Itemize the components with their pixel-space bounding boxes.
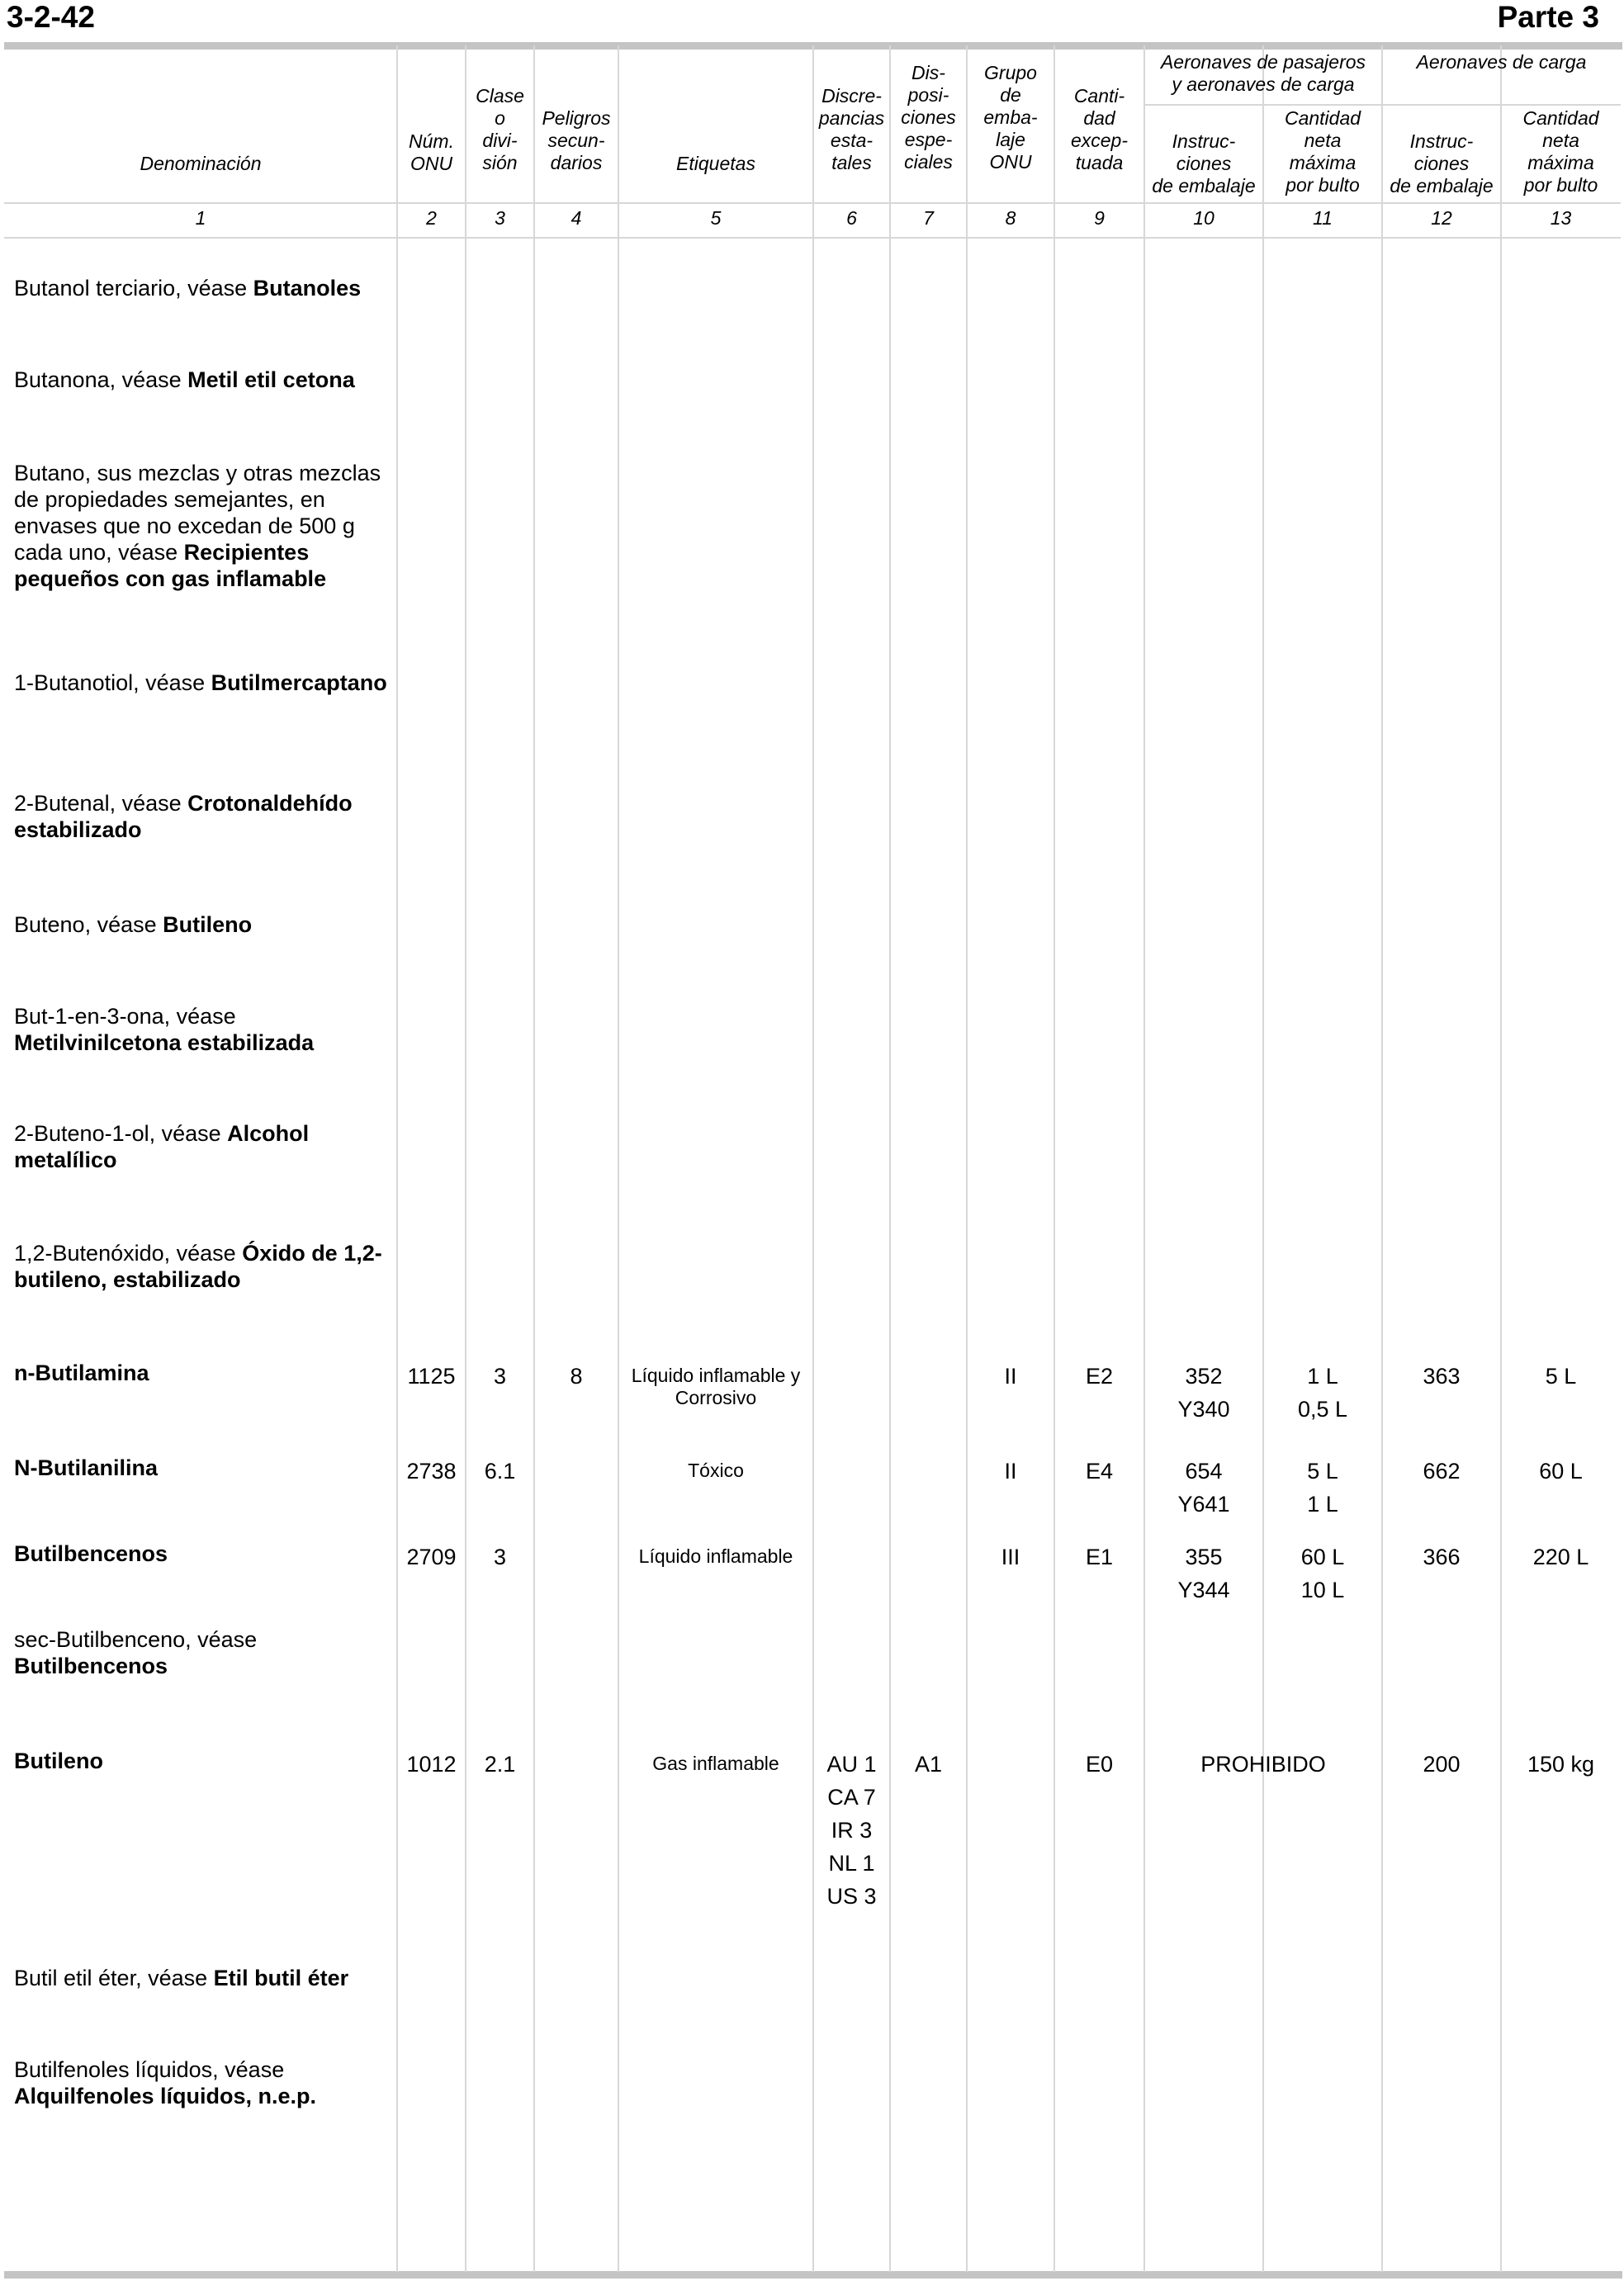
class-division: 3 (493, 1364, 507, 1389)
substance-name (14, 1360, 390, 1386)
header-peligros: Peligros secun- darios (542, 107, 611, 173)
header-discrepancias: Discre- pancias esta- tales (818, 85, 885, 173)
packing-instruction-passenger: 355 Y344 (1177, 1545, 1230, 1602)
labels: Tóxico (688, 1460, 744, 1481)
substance-name (14, 460, 390, 592)
substance-name (14, 275, 390, 301)
column-number: 2 (426, 207, 437, 229)
column-divider (465, 45, 466, 2272)
header-cantidad-exceptuada: Canti- dad excep- tuada (1070, 85, 1129, 173)
name-text: 1,2-Butenóxido, véase (14, 1241, 243, 1266)
header-denominacion: Denominación (140, 153, 262, 174)
name-reference: Alquilfenoles líquidos, n.e.p. (14, 2084, 317, 2108)
substance-name (14, 790, 390, 843)
packing-group: III (1001, 1545, 1020, 1569)
substance-name (14, 670, 390, 696)
packing-instruction-cargo: 662 (1423, 1459, 1461, 1484)
class-division: 2.1 (484, 1752, 516, 1777)
name-text: 2-Buteno-1-ol, véase (14, 1121, 228, 1146)
name-text: Butilfenoles líquidos, véase (14, 2057, 285, 2082)
labels: Líquido inflamable y Corrosivo (631, 1365, 801, 1408)
special-provisions: A1 (914, 1752, 943, 1777)
name-reference: Metilvinilcetona estabilizada (14, 1030, 315, 1055)
substance-name (14, 1003, 390, 1056)
row-divider (4, 237, 1621, 239)
name-reference: Óxido de 1,2-butileno, estabilizado (14, 1241, 382, 1292)
column-divider (889, 45, 891, 2272)
packing-instruction-cargo: 363 (1423, 1364, 1461, 1389)
header-clase: Clase o divi- sión (476, 85, 524, 173)
header-instrucciones-pax: Instruc- ciones de embalaje (1152, 130, 1256, 196)
substance-name (14, 1965, 390, 1991)
name-reference: Metil etil cetona (187, 367, 355, 392)
forbidden-passenger: PROHIBIDO (1200, 1752, 1326, 1777)
labels: Líquido inflamable (638, 1545, 793, 1567)
state-variations: AU 1 CA 7 IR 3 NL 1 US 3 (826, 1752, 877, 1909)
header-group-pasajeros: Aeronaves de pasajeros y aeronaves de carga (1160, 51, 1366, 95)
bottom-rule (4, 2271, 1622, 2279)
substance-name (14, 1748, 390, 1774)
max-quantity-cargo: 150 kg (1527, 1752, 1595, 1777)
column-number: 7 (923, 207, 934, 229)
row-divider (4, 202, 1621, 204)
column-number: 11 (1313, 207, 1333, 229)
un-number: 2738 (406, 1459, 457, 1484)
page-number: 3-2-42 (7, 0, 95, 34)
name-text: Butanona, véase (14, 367, 188, 392)
column-number: 13 (1550, 207, 1572, 229)
labels: Gas inflamable (652, 1753, 779, 1774)
name-text: Butano, sus mezclas y otras mezclas de propiedades semejantes, en envases que no excedan de 500 g cada uno, véase (14, 461, 381, 565)
column-divider (396, 45, 398, 2272)
column-number: 6 (846, 207, 857, 229)
excepted-quantity: E2 (1085, 1364, 1114, 1389)
name-reference: Etil butil éter (213, 1966, 349, 1990)
packing-instruction-passenger: 654 Y641 (1177, 1459, 1230, 1517)
un-number: 1012 (406, 1752, 457, 1777)
substance-name (14, 2056, 390, 2109)
column-number: 4 (571, 207, 582, 229)
name-reference: Butileno (163, 912, 253, 937)
column-number: 12 (1431, 207, 1452, 229)
column-divider (618, 45, 619, 2272)
packing-instruction-cargo: 200 (1423, 1752, 1461, 1777)
max-quantity-cargo: 60 L (1539, 1459, 1583, 1484)
class-division: 3 (493, 1545, 507, 1569)
name-reference: N-Butilanilina (14, 1455, 158, 1480)
name-reference: Butanoles (253, 276, 362, 301)
column-number: 1 (195, 207, 206, 229)
excepted-quantity: E0 (1085, 1752, 1114, 1777)
substance-name (14, 1240, 390, 1293)
substance-name (14, 911, 390, 938)
substance-name (14, 1455, 390, 1481)
max-quantity-passenger: 5 L 1 L (1307, 1459, 1338, 1517)
column-divider (533, 45, 535, 2272)
column-number: 3 (495, 207, 505, 229)
substance-name (14, 1626, 390, 1679)
max-quantity-cargo: 220 L (1532, 1545, 1589, 1569)
name-reference: Butilmercaptano (211, 670, 387, 695)
excepted-quantity: E4 (1085, 1459, 1114, 1484)
column-divider (812, 45, 814, 2272)
substance-name (14, 1540, 390, 1567)
column-number: 8 (1005, 207, 1016, 229)
name-text: 2-Butenal, véase (14, 791, 188, 816)
packing-group: II (1004, 1459, 1017, 1484)
column-number: 9 (1094, 207, 1105, 229)
name-text: Butil etil éter, véase (14, 1966, 214, 1990)
column-divider (1500, 45, 1502, 2272)
column-divider (1262, 45, 1264, 2272)
name-reference: Recipientes pequeños con gas inflamable (14, 540, 327, 591)
column-divider (1381, 45, 1383, 2272)
header-grupo-embalaje: Grupo de emba- laje ONU (983, 62, 1038, 173)
row-divider (1144, 104, 1621, 106)
class-division: 6.1 (484, 1459, 516, 1484)
column-number: 5 (710, 207, 722, 229)
name-text: 1-Butanotiol, véase (14, 670, 211, 695)
column-divider (1143, 45, 1145, 2272)
header-etiquetas: Etiquetas (676, 153, 755, 174)
max-quantity-cargo: 5 L (1545, 1364, 1577, 1389)
substance-name (14, 367, 390, 393)
header-cantidad-carga: Cantidad neta máxima por bulto (1522, 107, 1599, 196)
header-num-onu: Núm. ONU (409, 130, 454, 174)
un-number: 1125 (407, 1364, 456, 1389)
packing-instruction-cargo: 366 (1423, 1545, 1461, 1569)
max-quantity-passenger: 60 L 10 L (1300, 1545, 1345, 1602)
packing-group: II (1004, 1364, 1017, 1389)
column-divider (1053, 45, 1055, 2272)
name-reference: n-Butilamina (14, 1361, 149, 1385)
secondary-hazards: 8 (570, 1364, 583, 1389)
column-number: 10 (1193, 207, 1214, 229)
name-text: sec-Butilbenceno, véase (14, 1627, 258, 1652)
part-title: Parte 3 (1497, 0, 1599, 34)
name-reference: Butileno (14, 1749, 103, 1773)
header-disposiciones: Dis- posi- ciones espe- ciales (901, 62, 956, 173)
header-cantidad-pax: Cantidad neta máxima por bulto (1284, 107, 1361, 196)
un-number: 2709 (406, 1545, 457, 1569)
packing-instruction-passenger: 352 Y340 (1177, 1364, 1230, 1422)
max-quantity-passenger: 1 L 0,5 L (1297, 1364, 1348, 1422)
substance-name (14, 1120, 390, 1173)
name-reference: Butilbencenos (14, 1654, 168, 1678)
name-text: Butanol terciario, véase (14, 276, 253, 301)
column-divider (966, 45, 968, 2272)
header-group-carga: Aeronaves de carga (1416, 51, 1587, 73)
header-instrucciones-carga: Instruc- ciones de embalaje (1390, 130, 1494, 196)
name-text: But-1-en-3-ona, véase (14, 1004, 236, 1029)
name-reference: Butilbencenos (14, 1541, 168, 1566)
name-reference: Crotonaldehído estabilizado (14, 791, 353, 842)
name-reference: Alcohol metalílico (14, 1121, 310, 1172)
name-text: Buteno, véase (14, 912, 163, 937)
excepted-quantity: E1 (1085, 1545, 1114, 1569)
